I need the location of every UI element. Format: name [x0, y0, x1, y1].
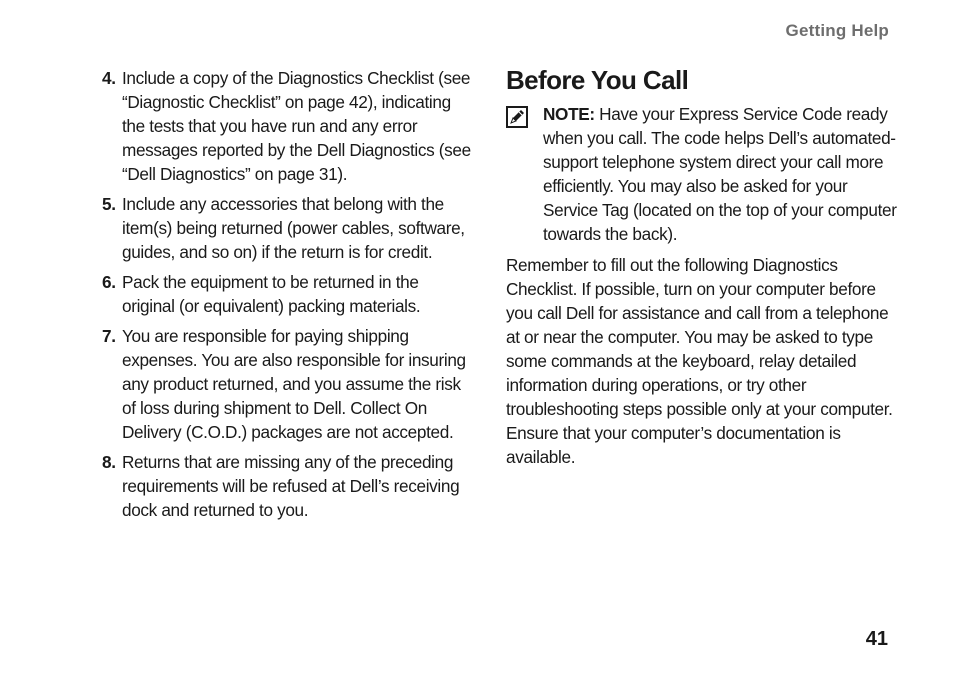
- step-text: Returns that are missing any of the preceding requirements will be refused at Dell’s receiving dock and returned to you.: [122, 452, 460, 520]
- step-text: Include a copy of the Diagnostics Checklist (see “Diagnostic Checklist” on page 42), indicating the tests that you have run and any error messages reported by the Dell Diagnostics (see “Dell Diagnostics” on page 31).: [122, 68, 471, 184]
- step-text: Pack the equipment to be returned in the original (or equivalent) packing materials.: [122, 272, 421, 316]
- step-number: 7.: [102, 326, 116, 346]
- note-text: [543, 102, 898, 246]
- note-box: [506, 102, 898, 246]
- page-number: 41: [865, 628, 888, 650]
- step-number: 8.: [102, 452, 116, 472]
- step-number: 6.: [102, 272, 116, 292]
- step-number: 5.: [102, 194, 116, 214]
- list-item: [102, 270, 474, 318]
- list-item: [102, 450, 474, 522]
- list-item: [102, 324, 474, 444]
- before-call-paragraph: Remember to fill out the following Diagnostics Checklist. If possible, turn on your computer before you call Dell for assistance and call from a telephone at or near the computer. You may be asked to type some commands at the keyboard, relay detailed information during operations, or try other troubleshooting steps possible only at your computer. Ensure that your computer’s documentation is available.: [506, 255, 893, 467]
- list-item: [102, 192, 474, 264]
- right-column: [506, 64, 898, 469]
- note-label: NOTE:: [543, 104, 595, 124]
- step-text: You are responsible for paying shipping expenses. You are also responsible for insuring any product returned, and you assume the risk of loss during shipment to Dell. Collect On Delivery (C.O.D.) packages are not accepted.: [122, 326, 466, 442]
- step-number: 4.: [102, 68, 116, 88]
- section-title: Before You Call: [506, 65, 689, 95]
- note-pencil-icon: [506, 102, 543, 246]
- step-text: Include any accessories that belong with the item(s) being returned (power cables, software, guides, and so on) if the return is for credit.: [122, 194, 465, 262]
- note-body: Have your Express Service Code ready when you call. The code helps Dell’s automated-support telephone system direct your call more efficiently. You may also be asked for your Service Tag (located on the top of your computer towards the back).: [543, 104, 897, 244]
- list-item: [102, 66, 474, 186]
- left-column: [102, 66, 474, 528]
- running-header: Getting Help: [785, 21, 889, 40]
